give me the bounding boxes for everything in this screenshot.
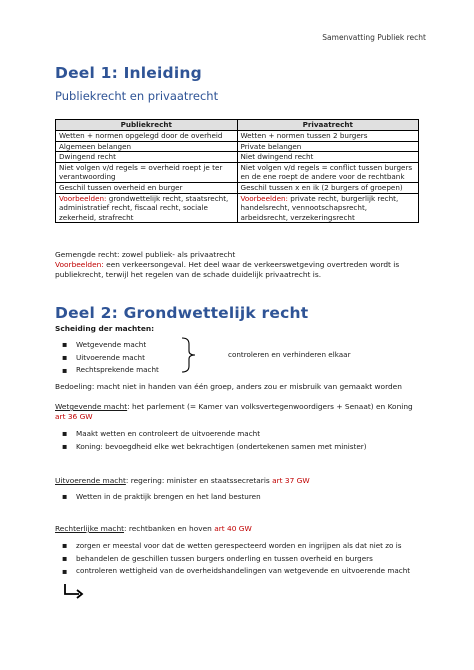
executive-label: Uitvoerende macht [55, 476, 126, 485]
bullet-icon: ▪ [62, 340, 68, 350]
list-item [62, 553, 410, 566]
examples-label: Voorbeelden: [59, 193, 107, 203]
executive-text: : regering: minister en staatssecretaris [125, 476, 273, 485]
executive-list [62, 491, 261, 504]
bullet-icon: ▪ [62, 442, 68, 452]
bullet-icon: ▪ [62, 554, 68, 564]
table-row [56, 152, 419, 163]
list-item [62, 540, 410, 553]
powers-note: controleren en verhinderen elkaar [228, 350, 351, 359]
table-header-cell: Publiekrecht [56, 120, 238, 131]
purpose-line: Bedoeling: macht niet in handen van één groep, anders zou er misbruik van gemaakt worden [55, 382, 402, 391]
bullet-icon: ▪ [62, 365, 68, 375]
table-header-cell: Privaatrecht [237, 120, 419, 131]
examples-text: private recht, burgerlijk recht, handelsrecht, vennootschapsrecht, arbeidsrecht, verzekeringsrecht [240, 193, 399, 222]
table-cell: Wetten + normen tussen 2 burgers [237, 131, 419, 142]
table-cell: Niet volgen v/d regels = overheid roept je ter verantwoording [56, 162, 238, 182]
bullet-icon: ▪ [62, 353, 68, 363]
list-item-text: Wetten in de praktijk brengen en het land besturen [76, 492, 261, 501]
mixed-examples-line-2: publiekrecht, terwijl het regelen van de schade duidelijk privaatrecht is. [55, 270, 322, 279]
table-row [56, 131, 419, 142]
table-cell: Dwingend recht [56, 152, 238, 163]
list-item-text: Rechtsprekende macht [76, 365, 159, 375]
judicial-article: art 40 GW [214, 524, 252, 533]
table-header-row [56, 120, 419, 131]
list-item-text: controleren wettigheid van de overheidshandelingen van wetgevende en uitvoerende macht [76, 566, 411, 576]
examples-text: een verkeersongeval. Het deel waar de verkeerswetgeving overtreden wordt is [103, 260, 400, 269]
comparison-table [55, 119, 419, 223]
bullet-icon: ▪ [62, 492, 68, 502]
list-item-text: Wetgevende macht [76, 340, 147, 349]
legislative-line [55, 402, 413, 412]
list-item [62, 339, 159, 352]
executive-article: art 37 GW [272, 476, 310, 485]
table-cell: Geschil tussen overheid en burger [56, 182, 238, 193]
judicial-line [55, 524, 252, 534]
executive-line [55, 476, 310, 486]
table-cell: Private belangen [237, 141, 419, 152]
list-item-text: Maakt wetten en controleert de uitvoerende macht [76, 429, 261, 438]
table-cell [237, 193, 419, 223]
list-item-text: behandelen de geschillen tussen burgers onderling en tussen overheid en burgers [76, 553, 373, 563]
list-item [62, 565, 410, 578]
powers-list [62, 339, 159, 377]
examples-label: Voorbeelden: [55, 260, 104, 269]
list-item [62, 352, 159, 365]
judicial-label: Rechterlijke macht [55, 524, 125, 533]
list-item [62, 428, 367, 441]
table-cell: Algemeen belangen [56, 141, 238, 152]
list-item-text: zorgen er meestal voor dat de wetten gerespecteerd worden en ingrijpen als dat niet zo is [76, 541, 402, 550]
running-header: Samenvatting Publiek recht [322, 33, 426, 42]
list-item-text: Uitvoerende macht [76, 352, 145, 362]
table-row [56, 162, 419, 182]
table-row [56, 182, 419, 193]
mixed-law-line: Gemengde recht: zowel publiek- als privaatrecht [55, 250, 236, 259]
separation-heading: Scheiding der machten: [55, 324, 155, 333]
judicial-text: : rechtbanken en hoven [124, 524, 215, 533]
brace-icon [178, 337, 198, 373]
examples-label: Voorbeelden: [240, 193, 288, 203]
list-item-text: Koning: bevoegdheid elke wet bekrachtigen (ondertekenen samen met minister) [76, 441, 367, 451]
table-cell: Geschil tussen x en ik (2 burgers of groepen) [237, 182, 419, 193]
table-row [56, 141, 419, 152]
part2-title: Deel 2: Grondwettelijk recht [55, 304, 309, 322]
list-item [62, 491, 261, 504]
table-cell [56, 193, 238, 223]
legislative-article: art 36 GW [55, 412, 93, 421]
examples-text: grondwettelijk recht, staatsrecht, administratief recht, fiscaal recht, sociale zekerheid, strafrecht [59, 193, 229, 222]
bullet-icon: ▪ [62, 566, 68, 576]
legislative-list [62, 428, 367, 453]
bullet-icon: ▪ [62, 429, 68, 439]
list-item [62, 364, 159, 377]
judicial-list [62, 540, 410, 578]
part1-subtitle: Publiekrecht en privaatrecht [55, 89, 219, 103]
table-cell: Wetten + normen opgelegd door de overheid [56, 131, 238, 142]
return-arrow-icon [63, 583, 85, 599]
part1-title: Deel 1: Inleiding [55, 64, 202, 82]
list-item [62, 441, 367, 454]
legislative-label: Wetgevende macht [55, 402, 128, 411]
legislative-text: : het parlement (= Kamer van volksvertegenwoordigers + Senaat) en Koning [127, 402, 413, 411]
table-cell: Niet volgen v/d regels = conflict tussen burgers en de ene roept de andere voor de rechtbank [237, 162, 419, 182]
table-row-examples [56, 193, 419, 223]
bullet-icon: ▪ [62, 541, 68, 551]
table-cell: Niet dwingend recht [237, 152, 419, 163]
mixed-examples-line [55, 260, 399, 270]
